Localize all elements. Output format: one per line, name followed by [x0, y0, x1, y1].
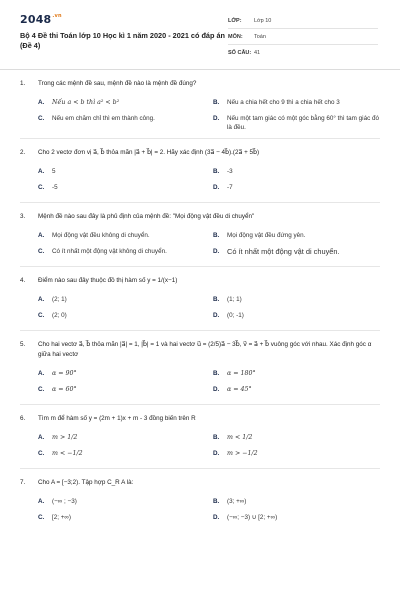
question-number: 2. [20, 149, 26, 156]
option-letter: D. [213, 450, 220, 457]
option-letter: B. [213, 296, 220, 303]
question-7 [20, 469, 380, 532]
option-text: -7 [227, 184, 233, 191]
question-stem: Tìm m để hàm số y = (2m + 1)x + m - 3 đồng biến trên R [38, 415, 196, 422]
option-letter: D. [213, 514, 220, 521]
meta-value: Lớp 10 [254, 17, 272, 24]
option-d[interactable] [213, 111, 380, 132]
meta-value: Toán [254, 33, 266, 40]
option-b[interactable] [213, 494, 380, 510]
option-text: Mọi động vật đều đứng yên. [227, 232, 306, 239]
option-letter: C. [38, 184, 45, 191]
option-letter: A. [38, 232, 45, 239]
option-text: Nếu một tam giác có một góc bằng 60° thì tam giác đó là đều. [227, 115, 379, 131]
option-c[interactable] [38, 510, 205, 526]
option-a[interactable] [38, 95, 205, 111]
option-b[interactable] [213, 164, 380, 180]
question-stem: Cho hai vectơ a⃗, b⃗ thỏa mãn |a⃗| = 1, |b⃗| = 1 và hai vectơ u⃗ = (2/5)a⃗ − 3b⃗, v⃗ = a⃗ + b⃗ vuông góc với nhau. Xác định góc α giữa hai vectơ [38, 341, 372, 358]
option-letter: A. [38, 168, 45, 175]
option-letter: B. [213, 99, 220, 106]
question-1 [20, 70, 380, 139]
option-text: -5 [52, 184, 58, 191]
option-a[interactable] [38, 292, 205, 308]
option-a[interactable] [38, 430, 205, 446]
option-text: (1; 1) [227, 296, 242, 303]
question-list [0, 70, 400, 532]
option-text: (2; 1) [52, 296, 67, 303]
option-letter: A. [38, 370, 45, 377]
option-text: Có ít nhất một động vật không di chuyển. [52, 248, 167, 255]
question-number: 4. [20, 277, 26, 284]
option-letter: D. [213, 248, 220, 255]
option-letter: B. [213, 232, 220, 239]
option-text: (3; +∞) [227, 498, 247, 505]
meta-key: MÔN: [228, 33, 243, 40]
question-number: 1. [20, 80, 26, 87]
question-number: 6. [20, 415, 26, 422]
question-stem: Mệnh đề nào sau đây là phủ định của mệnh đề: "Mọi động vật đều di chuyển" [38, 213, 255, 220]
option-a[interactable] [38, 228, 205, 244]
option-letter: C. [38, 514, 45, 521]
logo-text: 2048 [20, 13, 52, 26]
option-text: m > −1/2 [227, 450, 258, 457]
option-letter: C. [38, 312, 45, 319]
option-text: Mọi động vật đều không di chuyển. [52, 232, 150, 239]
option-letter: D. [213, 386, 220, 393]
option-c[interactable] [38, 382, 205, 398]
question-4 [20, 267, 380, 331]
logo-suffix: .vn [52, 13, 62, 19]
option-b[interactable] [213, 95, 380, 111]
option-text: Nếu em chăm chỉ thì em thành công. [52, 115, 155, 122]
option-c[interactable] [38, 180, 205, 196]
meta-key: LỚP: [228, 17, 242, 24]
option-b[interactable] [213, 292, 380, 308]
option-text: [2; +∞) [52, 514, 72, 521]
option-d[interactable] [213, 382, 380, 398]
option-letter: B. [213, 434, 220, 441]
question-stem: Cho 2 vectơ đơn vị a⃗, b⃗ thỏa mãn |a⃗ + b⃗| = 2. Hãy xác định (3a⃗ − 4b⃗).(2a⃗ + 5b⃗) [38, 149, 260, 156]
option-c[interactable] [38, 446, 205, 462]
option-b[interactable] [213, 430, 380, 446]
option-letter: C. [38, 248, 45, 255]
option-text: (2; 0) [52, 312, 67, 319]
option-letter: C. [38, 450, 45, 457]
option-letter: C. [38, 115, 45, 122]
option-c[interactable] [38, 111, 205, 132]
option-letter: B. [213, 370, 220, 377]
option-text: Nếu a chia hết cho 9 thì a chia hết cho 3 [227, 99, 340, 106]
question-2 [20, 139, 380, 203]
option-d[interactable] [213, 308, 380, 324]
option-c[interactable] [38, 308, 205, 324]
site-logo[interactable] [20, 13, 62, 26]
option-letter: A. [38, 296, 45, 303]
option-text: α = 90° [52, 370, 77, 377]
option-a[interactable] [38, 494, 205, 510]
option-text: 5 [52, 168, 56, 175]
option-d[interactable] [213, 510, 380, 526]
question-stem: Trong các mệnh đề sau, mệnh đề nào là mệnh đề đúng? [38, 80, 197, 87]
question-number: 5. [20, 341, 26, 348]
meta-row-question-count [228, 45, 378, 61]
option-text: m > 1/2 [52, 434, 78, 441]
option-letter: D. [213, 184, 220, 191]
question-stem: Điểm nào sau đây thuộc đồ thị hàm số y = 1/(x−1) [38, 277, 178, 284]
option-text: -3 [227, 168, 233, 175]
question-5 [20, 331, 380, 405]
meta-key: SỐ CÂU: [228, 50, 252, 56]
meta-value: 41 [254, 50, 261, 56]
question-3 [20, 203, 380, 267]
question-6 [20, 405, 380, 469]
option-text: α = 180° [227, 370, 256, 377]
option-d[interactable] [213, 244, 380, 260]
option-text: m < 1/2 [227, 434, 253, 441]
option-text: Có ít nhất một động vật di chuyển. [227, 247, 340, 256]
option-letter: B. [213, 498, 220, 505]
option-letter: D. [213, 115, 220, 122]
meta-row-class [228, 13, 378, 29]
option-text: (−∞ ; −3) [52, 498, 77, 505]
option-a[interactable] [38, 164, 205, 180]
page-header [0, 0, 400, 70]
option-c[interactable] [38, 244, 205, 260]
option-d[interactable] [213, 180, 380, 196]
exam-title: Bộ 4 Đề thi Toán lớp 10 Học kì 1 năm 2020 - 2021 có đáp án (Đề 4) [20, 31, 225, 50]
option-letter: A. [38, 498, 45, 505]
option-letter: B. [213, 168, 220, 175]
option-text: m < −1/2 [52, 450, 83, 457]
option-text: α = 60° [52, 386, 77, 393]
question-number: 7. [20, 479, 26, 486]
question-number: 3. [20, 213, 26, 220]
option-b[interactable] [213, 366, 380, 382]
option-letter: A. [38, 99, 45, 106]
option-letter: C. [38, 386, 45, 393]
option-d[interactable] [213, 446, 380, 462]
meta-row-subject [228, 29, 378, 45]
option-text: (0; -1) [227, 312, 244, 319]
option-a[interactable] [38, 366, 205, 382]
option-letter: D. [213, 312, 220, 319]
option-text: (−∞; −3) ∪ [2; +∞) [227, 514, 278, 521]
question-stem: Cho A = [−3;2). Tập hợp C_R A là: [38, 479, 134, 486]
option-text: α = 45° [227, 386, 252, 393]
option-letter: A. [38, 434, 45, 441]
option-b[interactable] [213, 228, 380, 244]
option-text: Nếu a < b thì a² < b² [52, 99, 120, 106]
exam-meta-table [228, 13, 378, 61]
